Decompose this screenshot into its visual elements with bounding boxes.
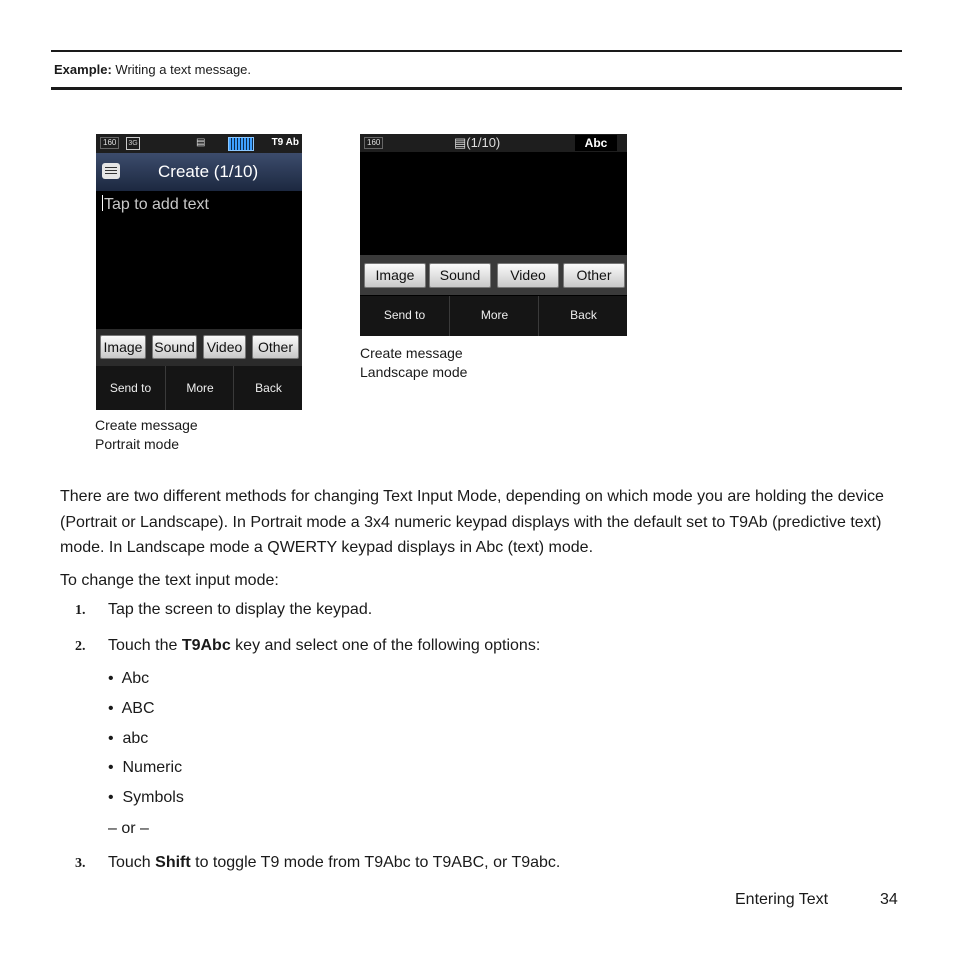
option-symbols: • Symbols <box>108 789 184 806</box>
footer-page-number: 34 <box>880 891 898 908</box>
option-abc-upper: • ABC <box>108 700 155 717</box>
example-text: Writing a text message. <box>111 62 252 77</box>
title-bar <box>96 153 302 191</box>
intro-paragraph: There are two different methods for changing Text Input Mode, depending on which mode you are holding the device (Portrait or Landscape). In Portrait mode a 3x4 numeric keypad displays with the default set to T9Ab (predictive text) mode. In Landscape mode a QWERTY keypad displays in Abc (text) mode. <box>60 488 884 556</box>
attach-bar <box>360 255 627 295</box>
option-abc-lower: • abc <box>108 730 149 747</box>
landscape-screen <box>360 134 627 336</box>
step-3-number: 3. <box>75 856 86 871</box>
message-menu-icon <box>102 163 120 179</box>
more-button[interactable]: More <box>449 296 539 336</box>
text-cursor <box>102 195 103 211</box>
back-button[interactable]: Back <box>538 296 627 336</box>
image-button[interactable]: Image <box>100 335 146 359</box>
video-button[interactable]: Video <box>497 263 559 288</box>
portrait-caption-line1: Create message <box>95 417 198 433</box>
status-bar <box>96 134 302 153</box>
more-button[interactable]: More <box>165 366 234 410</box>
example-label: Example: <box>54 62 112 77</box>
footer-section: Entering Text <box>735 891 829 908</box>
other-button[interactable]: Other <box>252 335 299 359</box>
lead-line: To change the text input mode: <box>60 572 279 589</box>
input-mode-indicator[interactable]: T9 Ab <box>271 137 299 148</box>
portrait-screen <box>96 134 302 410</box>
landscape-caption <box>360 344 467 382</box>
char-counter: 160 <box>364 137 383 149</box>
step-1-number: 1. <box>75 603 86 618</box>
softkey-bar <box>360 296 627 336</box>
landscape-caption-line2: Landscape mode <box>360 364 468 380</box>
example-line <box>54 62 251 77</box>
portrait-caption <box>95 416 198 454</box>
header-rule-top <box>51 50 902 52</box>
back-button[interactable]: Back <box>233 366 302 410</box>
text-placeholder: Tap to add text <box>104 196 209 213</box>
shift-key-label: Shift <box>155 854 191 871</box>
input-mode-indicator[interactable]: Abc <box>575 135 617 151</box>
header-rule-bottom <box>51 87 902 90</box>
signal-icon: 3G <box>126 137 140 150</box>
landscape-title: ▤(1/10) <box>454 135 501 150</box>
option-abc: • Abc <box>108 670 150 687</box>
status-bar <box>360 134 627 152</box>
t9abc-key-label: T9Abc <box>181 637 231 654</box>
or-separator: – or – <box>108 820 149 837</box>
step-3-text: Touch Shift to toggle T9 mode from T9Abc to T9ABC, or T9abc. <box>108 854 561 871</box>
portrait-caption-line2: Portrait mode <box>95 436 180 452</box>
message-text-area[interactable] <box>96 191 302 329</box>
message-icon: ▤ <box>196 137 206 148</box>
battery-icon <box>228 137 254 151</box>
sound-button[interactable]: Sound <box>429 263 491 288</box>
send-to-button[interactable]: Send to <box>109 381 152 395</box>
step-2-number: 2. <box>75 639 86 654</box>
message-icon: ▤ <box>454 135 467 150</box>
attach-bar <box>96 329 302 366</box>
option-numeric: • Numeric <box>108 759 183 776</box>
screen-title: Create (1/10) <box>158 162 259 181</box>
char-counter: 160 <box>100 137 119 149</box>
message-text-area[interactable] <box>360 152 627 255</box>
step-2-text: Touch the T9Abc key and select one of the following options: <box>108 637 541 654</box>
landscape-caption-line1: Create message <box>360 345 463 361</box>
softkey-bar <box>96 366 302 410</box>
video-button[interactable]: Video <box>203 335 246 359</box>
other-button[interactable]: Other <box>563 263 625 288</box>
step-1-text: Tap the screen to display the keypad. <box>108 601 373 618</box>
sound-button[interactable]: Sound <box>152 335 197 359</box>
image-button[interactable]: Image <box>364 263 426 288</box>
send-to-button[interactable]: Send to <box>383 308 426 322</box>
